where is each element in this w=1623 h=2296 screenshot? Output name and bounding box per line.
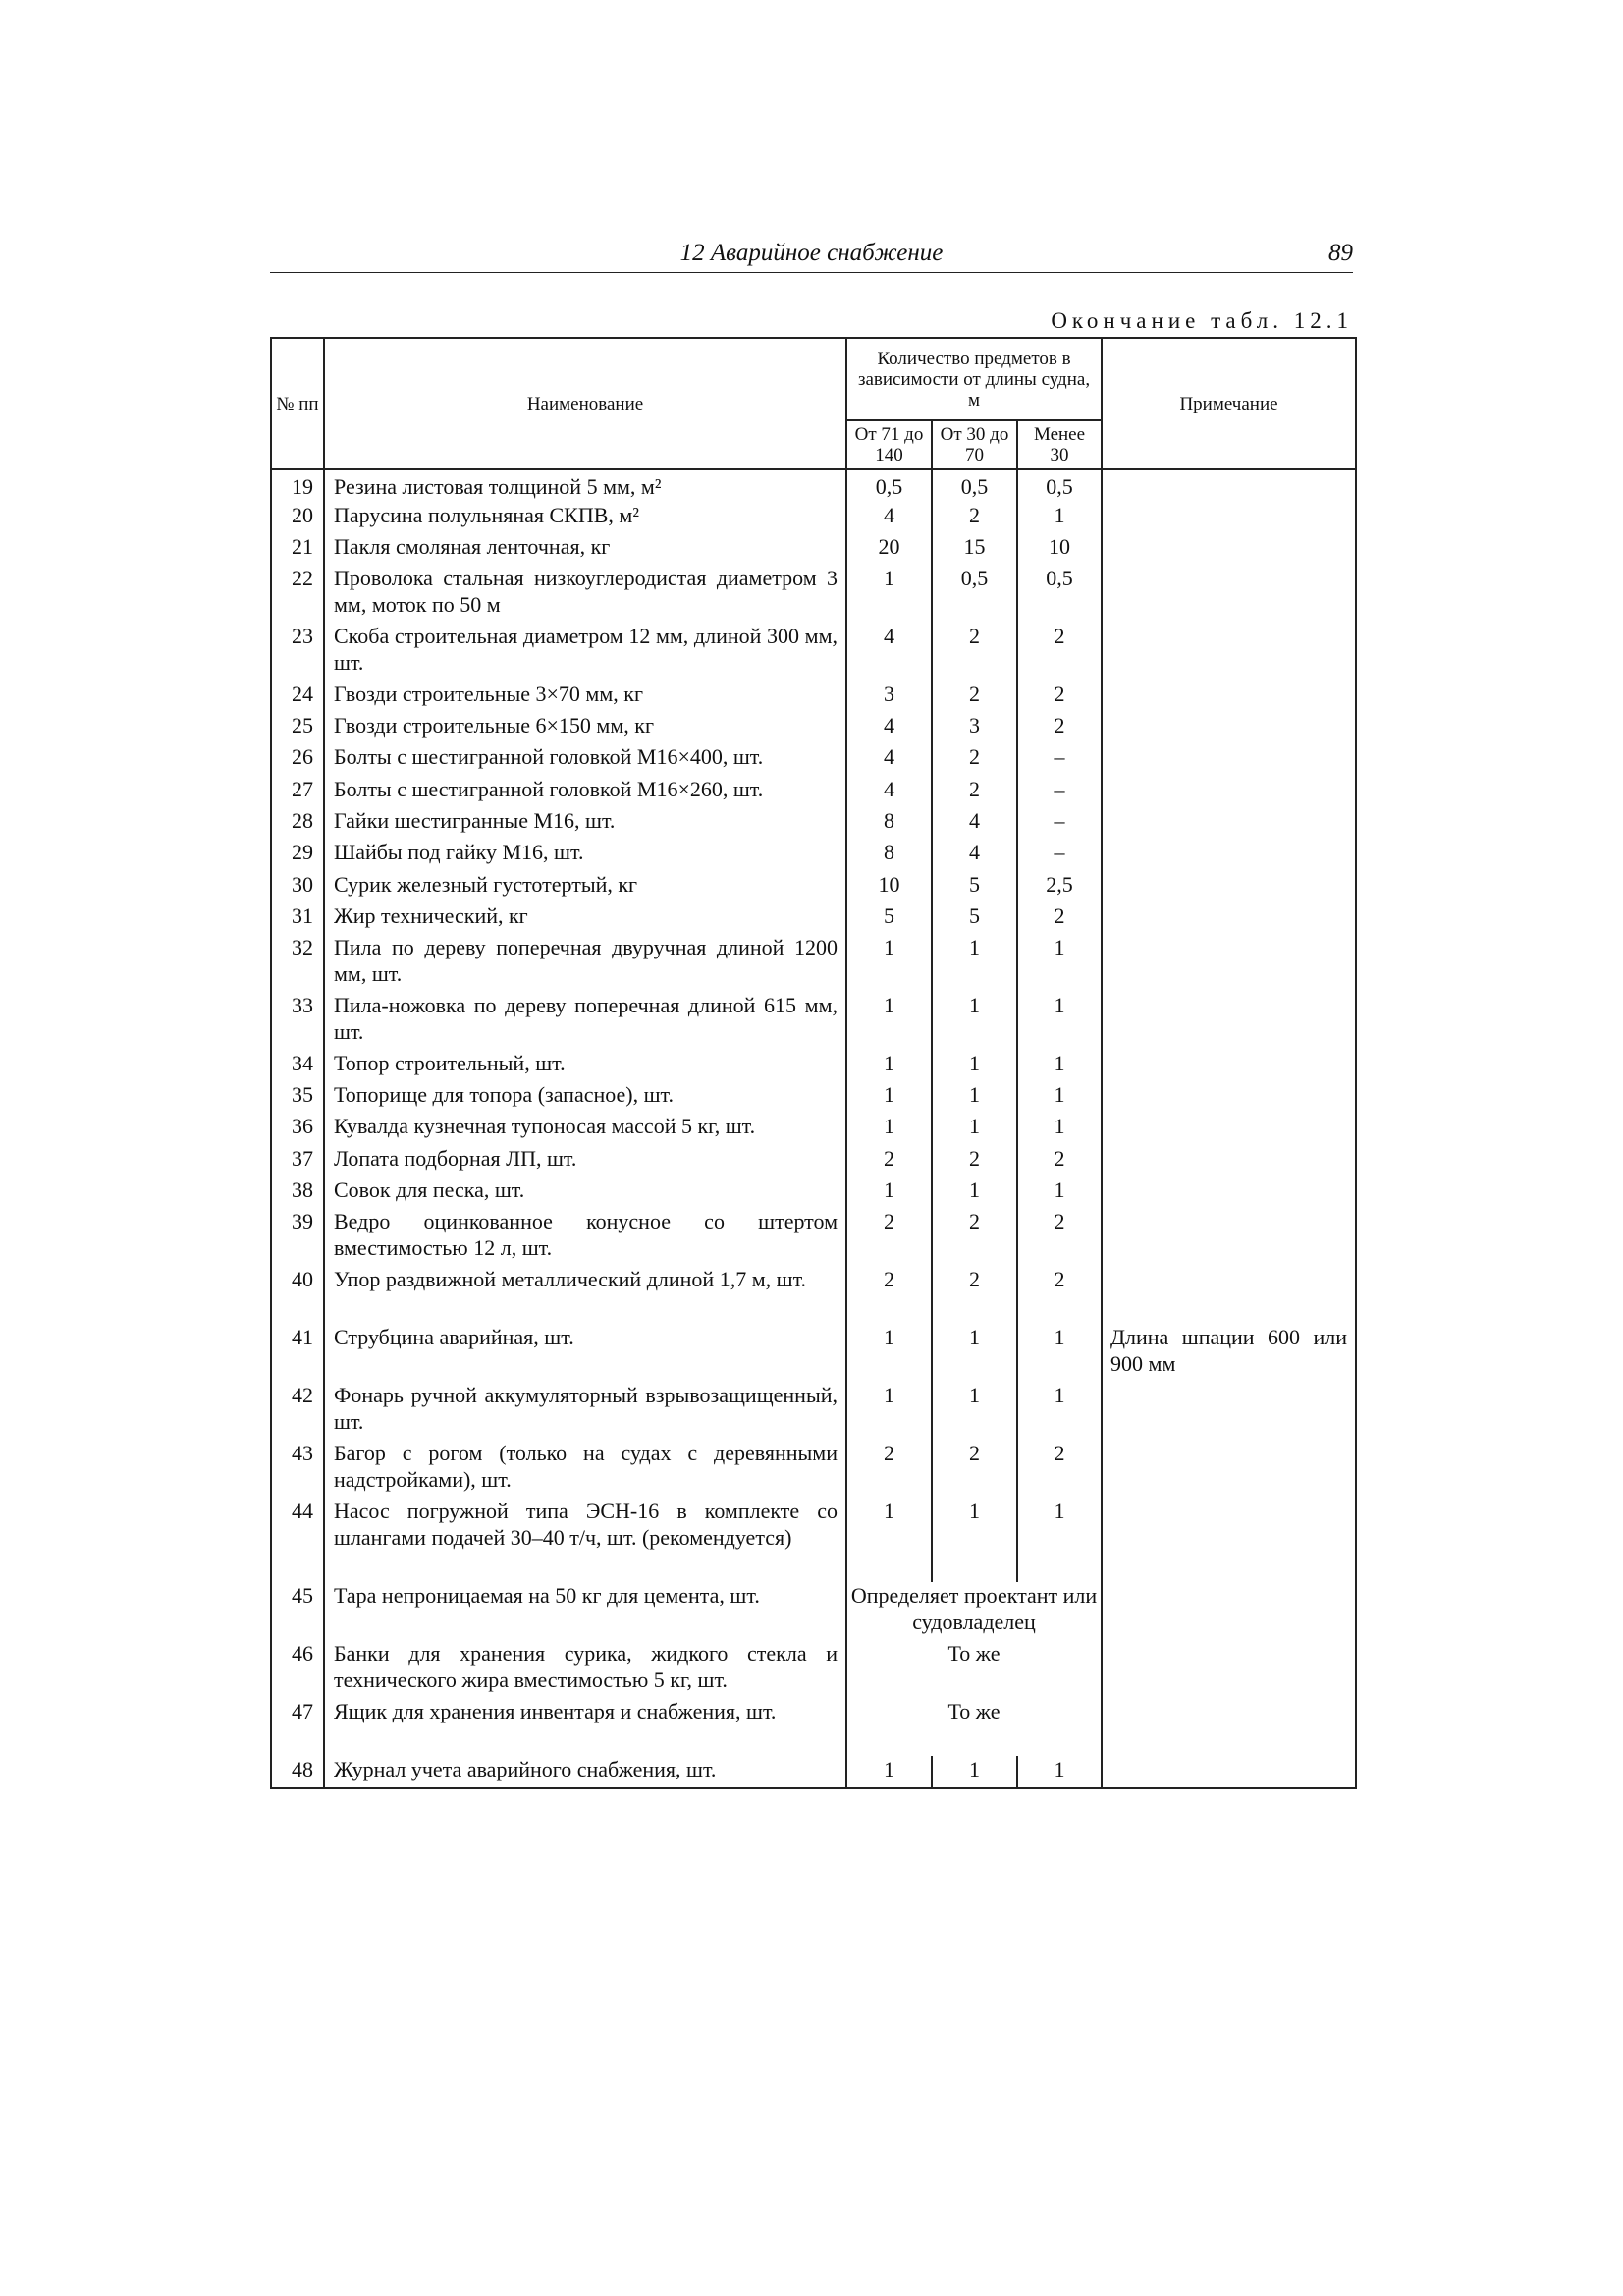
table-row	[271, 1382, 1356, 1440]
item-name: Сурик железный густотертый, кг	[324, 871, 846, 902]
item-name: Гвозди строительные 6×150 мм, кг	[324, 712, 846, 743]
qty-30-70: 1	[932, 992, 1017, 1050]
item-note	[1102, 1440, 1356, 1498]
item-note	[1102, 1208, 1356, 1266]
qty-under-30: 1	[1017, 502, 1102, 533]
item-note	[1102, 1382, 1356, 1440]
qty-under-30: 2	[1017, 712, 1102, 743]
item-name: Жир технический, кг	[324, 902, 846, 934]
item-name: Топорище для топора (запасное), шт.	[324, 1081, 846, 1113]
qty-71-140: 1	[846, 934, 932, 992]
qty-30-70: 0,5	[932, 565, 1017, 623]
qty-30-70: 2	[932, 1208, 1017, 1266]
item-note	[1102, 533, 1356, 565]
qty-71-140: 3	[846, 681, 932, 712]
qty-under-30: 1	[1017, 1176, 1102, 1208]
item-name: Банки для хранения сурика, жидкого стекла и технического жира вместимостью 5 кг, шт.	[324, 1640, 846, 1698]
item-name: Скоба строительная диаметром 12 мм, длиной 300 мм, шт.	[324, 623, 846, 681]
item-name: Ящик для хранения инвентаря и снабжения, шт.	[324, 1698, 846, 1756]
item-note	[1102, 1698, 1356, 1756]
item-name: Гвозди строительные 3×70 мм, кг	[324, 681, 846, 712]
qty-under-30: 1	[1017, 1050, 1102, 1081]
qty-71-140: 1	[846, 992, 932, 1050]
table-row	[271, 1113, 1356, 1145]
row-number: 41	[271, 1324, 324, 1382]
qty-under-30: 2	[1017, 1266, 1102, 1324]
qty-30-70: 1	[932, 934, 1017, 992]
qty-30-70: 5	[932, 902, 1017, 934]
qty-under-30: 1	[1017, 934, 1102, 992]
row-number: 43	[271, 1440, 324, 1498]
row-number: 38	[271, 1176, 324, 1208]
table-row	[271, 807, 1356, 839]
table-row	[271, 1145, 1356, 1176]
table-row	[271, 1266, 1356, 1324]
item-name: Насос погружной типа ЭСН-16 в комплекте со шлангами подачей 30–40 т/ч, шт. (рекомендуется)	[324, 1498, 846, 1582]
item-note	[1102, 1498, 1356, 1582]
col-header-q3: Менее 30	[1017, 420, 1102, 469]
row-number: 27	[271, 776, 324, 807]
qty-under-30: 1	[1017, 1382, 1102, 1440]
qty-30-70: 4	[932, 839, 1017, 871]
item-name: Кувалда кузнечная тупоносая массой 5 кг, шт.	[324, 1113, 846, 1145]
col-header-qty: Количество предметов в зависимости от длины судна, м	[846, 338, 1102, 420]
qty-under-30: –	[1017, 839, 1102, 871]
qty-30-70: 2	[932, 623, 1017, 681]
qty-71-140: 2	[846, 1208, 932, 1266]
item-name: Совок для песка, шт.	[324, 1176, 846, 1208]
qty-30-70: 1	[932, 1113, 1017, 1145]
qty-71-140: 2	[846, 1145, 932, 1176]
row-number: 42	[271, 1382, 324, 1440]
table-row	[271, 712, 1356, 743]
item-name: Фонарь ручной аккумуляторный взрывозащищенный, шт.	[324, 1382, 846, 1440]
qty-under-30: –	[1017, 776, 1102, 807]
qty-30-70: 5	[932, 871, 1017, 902]
item-name: Журнал учета аварийного снабжения, шт.	[324, 1756, 846, 1788]
row-number: 24	[271, 681, 324, 712]
item-note	[1102, 934, 1356, 992]
qty-30-70: 1	[932, 1324, 1017, 1382]
qty-30-70: 2	[932, 776, 1017, 807]
qty-30-70: 0,5	[932, 469, 1017, 502]
qty-30-70: 2	[932, 681, 1017, 712]
item-note	[1102, 623, 1356, 681]
qty-under-30: 1	[1017, 1498, 1102, 1582]
item-note	[1102, 807, 1356, 839]
qty-71-140: 4	[846, 743, 932, 776]
qty-under-30: 1	[1017, 1113, 1102, 1145]
qty-30-70: 3	[932, 712, 1017, 743]
qty-span-note: То же	[846, 1640, 1102, 1698]
table-row	[271, 1208, 1356, 1266]
row-number: 33	[271, 992, 324, 1050]
qty-71-140: 1	[846, 565, 932, 623]
qty-30-70: 2	[932, 1440, 1017, 1498]
item-note	[1102, 1176, 1356, 1208]
qty-71-140: 8	[846, 839, 932, 871]
item-name: Парусина полульняная СКПВ, м²	[324, 502, 846, 533]
qty-71-140: 1	[846, 1756, 932, 1788]
row-number: 28	[271, 807, 324, 839]
item-name: Тара непроницаемая на 50 кг для цемента, шт.	[324, 1582, 846, 1640]
item-note	[1102, 743, 1356, 776]
qty-71-140: 10	[846, 871, 932, 902]
item-note	[1102, 902, 1356, 934]
running-header	[270, 240, 1353, 273]
qty-span-note: То же	[846, 1698, 1102, 1756]
row-number: 34	[271, 1050, 324, 1081]
row-number: 37	[271, 1145, 324, 1176]
chapter-title: 12 Аварийное снабжение	[679, 240, 944, 266]
row-number: 29	[271, 839, 324, 871]
qty-30-70: 2	[932, 1266, 1017, 1324]
table-row	[271, 1176, 1356, 1208]
qty-71-140: 20	[846, 533, 932, 565]
row-number: 32	[271, 934, 324, 992]
item-note	[1102, 1145, 1356, 1176]
table-row	[271, 839, 1356, 871]
qty-71-140: 4	[846, 623, 932, 681]
item-name: Пила по дереву поперечная двуручная длиной 1200 мм, шт.	[324, 934, 846, 992]
table-row	[271, 992, 1356, 1050]
qty-71-140: 1	[846, 1050, 932, 1081]
table-row	[271, 1498, 1356, 1582]
table-row	[271, 681, 1356, 712]
row-number: 48	[271, 1756, 324, 1788]
qty-under-30: 2	[1017, 1440, 1102, 1498]
table-row	[271, 1582, 1356, 1640]
qty-71-140: 1	[846, 1081, 932, 1113]
item-name: Проволока стальная низкоуглеродистая диаметром 3 мм, моток по 50 м	[324, 565, 846, 623]
item-note	[1102, 681, 1356, 712]
qty-30-70: 1	[932, 1498, 1017, 1582]
qty-71-140: 0,5	[846, 469, 932, 502]
qty-30-70: 1	[932, 1050, 1017, 1081]
qty-under-30: 2	[1017, 1145, 1102, 1176]
row-number: 39	[271, 1208, 324, 1266]
qty-30-70: 1	[932, 1382, 1017, 1440]
item-note: Длина шпации 600 или 900 мм	[1102, 1324, 1356, 1382]
table-caption: Окончание табл. 12.1	[1051, 308, 1353, 333]
table-row	[271, 1081, 1356, 1113]
table-row	[271, 1698, 1356, 1756]
table-row	[271, 871, 1356, 902]
item-name: Ведро оцинкованное конусное со штертом вместимостью 12 л, шт.	[324, 1208, 846, 1266]
row-number: 44	[271, 1498, 324, 1582]
item-note	[1102, 839, 1356, 871]
table-row	[271, 565, 1356, 623]
item-note	[1102, 1050, 1356, 1081]
row-number: 20	[271, 502, 324, 533]
table-row	[271, 1324, 1356, 1382]
row-number: 45	[271, 1582, 324, 1640]
table-row	[271, 1440, 1356, 1498]
row-number: 26	[271, 743, 324, 776]
row-number: 35	[271, 1081, 324, 1113]
table-row	[271, 533, 1356, 565]
item-name: Болты с шестигранной головкой М16×260, шт.	[324, 776, 846, 807]
table-row	[271, 502, 1356, 533]
qty-under-30: 0,5	[1017, 469, 1102, 502]
qty-under-30: 1	[1017, 1756, 1102, 1788]
col-header-q2: От 30 до 70	[932, 420, 1017, 469]
table-body	[271, 469, 1356, 1788]
row-number: 40	[271, 1266, 324, 1324]
table-row	[271, 1756, 1356, 1788]
table-head	[271, 338, 1356, 469]
item-name: Болты с шестигранной головкой М16×400, шт.	[324, 743, 846, 776]
qty-30-70: 1	[932, 1176, 1017, 1208]
item-note	[1102, 1582, 1356, 1640]
item-note	[1102, 502, 1356, 533]
qty-71-140: 5	[846, 902, 932, 934]
qty-under-30: 2,5	[1017, 871, 1102, 902]
item-note	[1102, 776, 1356, 807]
item-name: Топор строительный, шт.	[324, 1050, 846, 1081]
qty-71-140: 8	[846, 807, 932, 839]
item-name: Резина листовая толщиной 5 мм, м²	[324, 469, 846, 502]
col-header-name: Наименование	[324, 338, 846, 469]
table-row	[271, 469, 1356, 502]
qty-30-70: 2	[932, 743, 1017, 776]
table-row	[271, 743, 1356, 776]
qty-under-30: 0,5	[1017, 565, 1102, 623]
row-number: 46	[271, 1640, 324, 1698]
qty-under-30: 2	[1017, 1208, 1102, 1266]
qty-30-70: 1	[932, 1756, 1017, 1788]
qty-71-140: 4	[846, 776, 932, 807]
qty-71-140: 4	[846, 712, 932, 743]
row-number: 22	[271, 565, 324, 623]
page-number: 89	[1328, 240, 1353, 266]
qty-span-note: Определяет проектант или судовладелец	[846, 1582, 1102, 1640]
qty-71-140: 1	[846, 1324, 932, 1382]
qty-under-30: 1	[1017, 992, 1102, 1050]
item-name: Упор раздвижной металлический длиной 1,7 м, шт.	[324, 1266, 846, 1324]
qty-71-140: 1	[846, 1382, 932, 1440]
item-note	[1102, 1081, 1356, 1113]
equipment-table	[270, 337, 1357, 1789]
qty-71-140: 2	[846, 1266, 932, 1324]
table-row	[271, 623, 1356, 681]
row-number: 47	[271, 1698, 324, 1756]
col-header-num: № пп	[271, 338, 324, 469]
qty-under-30: –	[1017, 743, 1102, 776]
item-note	[1102, 1266, 1356, 1324]
item-note	[1102, 1113, 1356, 1145]
qty-71-140: 1	[846, 1176, 932, 1208]
row-number: 31	[271, 902, 324, 934]
row-number: 36	[271, 1113, 324, 1145]
qty-under-30: 10	[1017, 533, 1102, 565]
qty-under-30: 1	[1017, 1081, 1102, 1113]
qty-30-70: 2	[932, 1145, 1017, 1176]
col-header-q1: От 71 до 140	[846, 420, 932, 469]
qty-under-30: 2	[1017, 902, 1102, 934]
table-row	[271, 934, 1356, 992]
table-row	[271, 1640, 1356, 1698]
row-number: 21	[271, 533, 324, 565]
item-name: Пила-ножовка по дереву поперечная длиной 615 мм, шт.	[324, 992, 846, 1050]
item-name: Лопата подборная ЛП, шт.	[324, 1145, 846, 1176]
qty-under-30: 1	[1017, 1324, 1102, 1382]
row-number: 19	[271, 469, 324, 502]
row-number: 25	[271, 712, 324, 743]
col-header-note: Примечание	[1102, 338, 1356, 469]
item-note	[1102, 712, 1356, 743]
qty-under-30: –	[1017, 807, 1102, 839]
qty-under-30: 2	[1017, 623, 1102, 681]
item-note	[1102, 992, 1356, 1050]
qty-under-30: 2	[1017, 681, 1102, 712]
table-row	[271, 1050, 1356, 1081]
item-note	[1102, 1640, 1356, 1698]
row-number: 23	[271, 623, 324, 681]
qty-71-140: 4	[846, 502, 932, 533]
item-note	[1102, 469, 1356, 502]
qty-71-140: 1	[846, 1113, 932, 1145]
qty-30-70: 2	[932, 502, 1017, 533]
qty-30-70: 1	[932, 1081, 1017, 1113]
item-name: Шайбы под гайку М16, шт.	[324, 839, 846, 871]
item-note	[1102, 1756, 1356, 1788]
qty-71-140: 2	[846, 1440, 932, 1498]
item-name: Багор с рогом (только на судах с деревянными надстройками), шт.	[324, 1440, 846, 1498]
item-name: Струбцина аварийная, шт.	[324, 1324, 846, 1382]
qty-30-70: 4	[932, 807, 1017, 839]
qty-71-140: 1	[846, 1498, 932, 1582]
item-name: Пакля смоляная ленточная, кг	[324, 533, 846, 565]
qty-30-70: 15	[932, 533, 1017, 565]
item-note	[1102, 871, 1356, 902]
item-note	[1102, 565, 1356, 623]
table-row	[271, 776, 1356, 807]
row-number: 30	[271, 871, 324, 902]
item-name: Гайки шестигранные М16, шт.	[324, 807, 846, 839]
table-row	[271, 902, 1356, 934]
